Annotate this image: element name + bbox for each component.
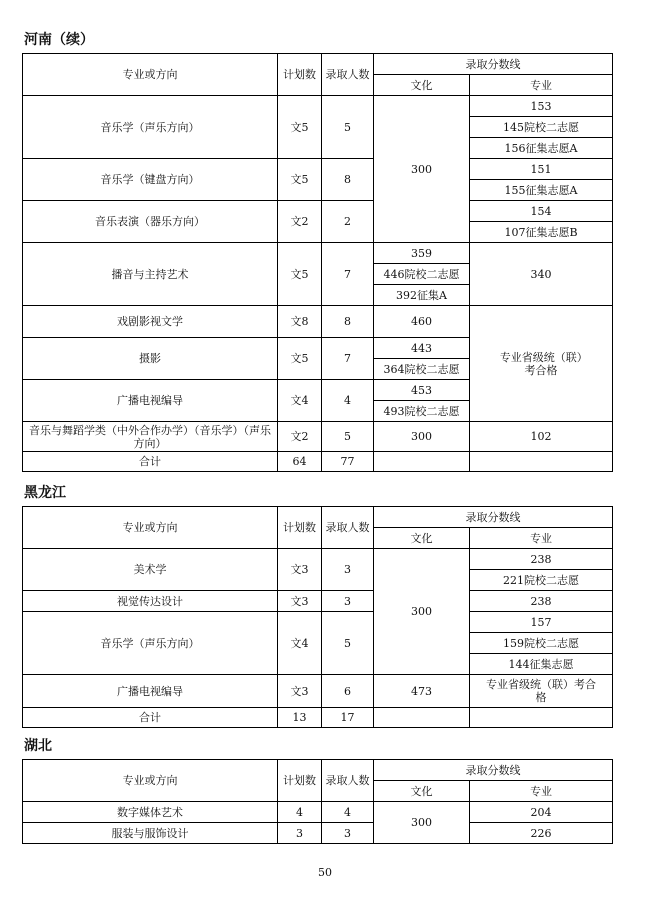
total-plan: 13 [278,708,322,728]
plan-cell: 3 [278,823,322,844]
plan-cell: 文5 [278,159,322,201]
admitted-cell: 3 [322,549,374,591]
plan-cell: 文2 [278,201,322,243]
specialty-cell: 157 [470,612,613,633]
plan-cell: 文5 [278,96,322,159]
plan-cell: 文3 [278,675,322,708]
header-plan: 计划数 [278,54,322,96]
header-specialty: 专业 [470,528,613,549]
header-admitted: 录取人数 [322,760,374,802]
plan-cell: 文5 [278,243,322,306]
culture-cell: 359 [374,243,470,264]
specialty-cell: 154 [470,201,613,222]
section-title-hubei: 湖北 [24,738,52,754]
admitted-cell: 3 [322,823,374,844]
empty-cell [374,708,470,728]
culture-cell: 453 [374,380,470,401]
major-cell: 戏剧影视文学 [23,306,278,338]
major-cell: 服装与服饰设计 [23,823,278,844]
plan-cell: 文5 [278,338,322,380]
major-cell: 音乐学（声乐方向） [23,96,278,159]
empty-cell [374,452,470,472]
header-specialty: 专业 [470,781,613,802]
specialty-cell: 156征集志愿A [470,138,613,159]
header-score-line: 录取分数线 [374,760,613,781]
plan-cell: 文4 [278,612,322,675]
major-cell: 摄影 [23,338,278,380]
header-culture: 文化 [374,75,470,96]
major-cell: 美术学 [23,549,278,591]
major-cell: 数字媒体艺术 [23,802,278,823]
specialty-cell: 102 [470,422,613,452]
plan-cell: 文3 [278,591,322,612]
culture-cell: 473 [374,675,470,708]
admitted-cell: 5 [322,422,374,452]
section-title-henan: 河南（续） [24,32,94,48]
major-cell: 音乐与舞蹈学类（中外合作办学）（音乐学）（声乐方向） [23,422,278,452]
header-plan: 计划数 [278,507,322,549]
header-admitted: 录取人数 [322,507,374,549]
specialty-cell: 专业省级统（联）考合格 [470,306,613,422]
admitted-cell: 5 [322,612,374,675]
specialty-cell: 144征集志愿 [470,654,613,675]
header-major: 专业或方向 [23,507,278,549]
specialty-cell: 340 [470,243,613,306]
admitted-cell: 8 [322,159,374,201]
specialty-cell: 238 [470,549,613,570]
plan-cell: 文2 [278,422,322,452]
culture-cell: 300 [374,802,470,844]
specialty-cell: 159院校二志愿 [470,633,613,654]
admitted-cell: 4 [322,380,374,422]
admission-table-hubei [22,759,613,844]
specialty-cell: 155征集志愿A [470,180,613,201]
plan-cell: 文8 [278,306,322,338]
header-plan: 计划数 [278,760,322,802]
empty-cell [470,708,613,728]
specialty-cell: 221院校二志愿 [470,570,613,591]
empty-cell [470,452,613,472]
major-cell: 音乐表演（器乐方向） [23,201,278,243]
culture-cell: 392征集A [374,285,470,306]
header-major: 专业或方向 [23,54,278,96]
page-number: 50 [318,866,332,879]
major-cell: 音乐学（键盘方向） [23,159,278,201]
specialty-cell: 145院校二志愿 [470,117,613,138]
culture-cell: 300 [374,96,470,243]
admitted-cell: 7 [322,243,374,306]
admitted-cell: 7 [322,338,374,380]
specialty-cell: 151 [470,159,613,180]
major-cell: 广播电视编导 [23,380,278,422]
specialty-cell: 专业省级统（联）考合格 [470,675,613,708]
major-cell: 视觉传达设计 [23,591,278,612]
admitted-cell: 2 [322,201,374,243]
major-cell: 广播电视编导 [23,675,278,708]
plan-cell: 文3 [278,549,322,591]
plan-cell: 4 [278,802,322,823]
culture-cell: 300 [374,549,470,675]
specialty-cell: 226 [470,823,613,844]
culture-cell: 493院校二志愿 [374,401,470,422]
admission-table-heilongjiang [22,506,613,728]
specialty-cell: 107征集志愿B [470,222,613,243]
plan-cell: 文4 [278,380,322,422]
section-title-heilongjiang: 黑龙江 [24,485,66,501]
header-admitted: 录取人数 [322,54,374,96]
admitted-cell: 8 [322,306,374,338]
total-admitted: 17 [322,708,374,728]
admission-table-henan [22,53,613,472]
major-cell: 音乐学（声乐方向） [23,612,278,675]
header-score-line: 录取分数线 [374,54,613,75]
culture-cell: 300 [374,422,470,452]
culture-cell: 460 [374,306,470,338]
culture-cell: 443 [374,338,470,359]
specialty-cell: 238 [470,591,613,612]
total-plan: 64 [278,452,322,472]
major-cell: 播音与主持艺术 [23,243,278,306]
header-score-line: 录取分数线 [374,507,613,528]
header-specialty: 专业 [470,75,613,96]
admitted-cell: 4 [322,802,374,823]
admitted-cell: 5 [322,96,374,159]
total-admitted: 77 [322,452,374,472]
header-culture: 文化 [374,781,470,802]
admitted-cell: 6 [322,675,374,708]
specialty-cell: 204 [470,802,613,823]
culture-cell: 446院校二志愿 [374,264,470,285]
admitted-cell: 3 [322,591,374,612]
specialty-cell: 153 [470,96,613,117]
culture-cell: 364院校二志愿 [374,359,470,380]
header-major: 专业或方向 [23,760,278,802]
header-culture: 文化 [374,528,470,549]
total-label: 合计 [23,452,278,472]
total-label: 合计 [23,708,278,728]
